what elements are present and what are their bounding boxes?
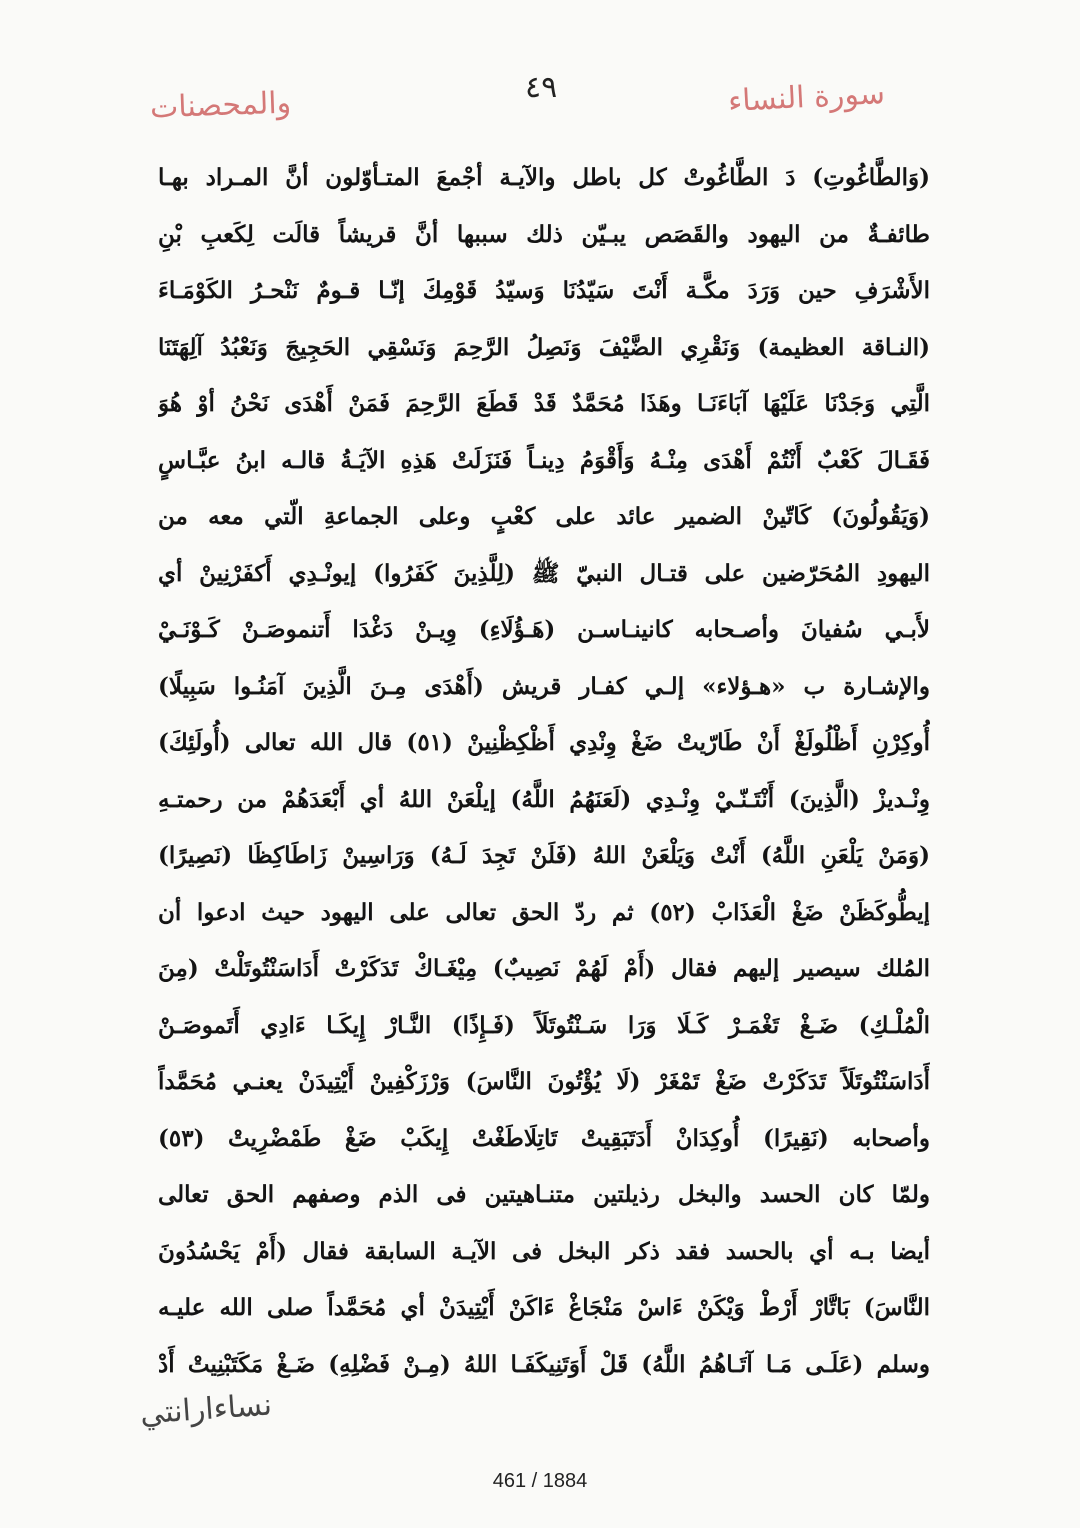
text-line: طائفـةٌ من اليهود والقَصَص يبـيّن ذلك سببها أنَّ قريشاً قالَت لِكَعبِ بْنِ xyxy=(158,220,930,248)
text-line: إيطُّوكَظَنْ ضَغْ الْعَذَابْ (٥٢) ثم ردّ الحق تعالى على اليهود حيث ادعوا أن xyxy=(158,898,930,926)
text-line: (وَيَقُولُونَ) كَاتّينْ الضمير عائد على كعْبٍ وعلى الجماعةِ الّتي معه من xyxy=(158,503,930,530)
page-header xyxy=(0,60,1080,140)
pagination-indicator: 461 / 1884 xyxy=(492,1470,588,1492)
text-line: أيضا بـه أي بالحسد فقد ذكر البخل فى الآيـة السابقة فقال (أَمْ يَحْسُدُونَ xyxy=(158,1237,930,1265)
margin-note: والمحصنات xyxy=(149,85,292,126)
text-line: النَّاسَ) بَاتَّارْ أَرْطْ وَيْكَنْ ءَاسْ مَنْجَاغْ ءَاكَنْ أَيْتِيدَنْ أي مُحَمَّداً صلى الله عليـه xyxy=(158,1294,930,1321)
handwritten-signature: نساءارانتي xyxy=(138,1387,273,1432)
text-line: أَدَاسَنْتُوتَلَاً تَدَكَرْتْ ضَغْ تَمْغَرْ (لَا يُؤْتُونَ النَّاسَ) وَرْزَكْفِينْ أَيْتِيدَنْ يعنـي مُحَمَّداً xyxy=(158,1068,930,1095)
text-line: وِنْـديزْ (الَّذِينَ) أَنْتَـنّـيْ وِنْـدِي (لَعَنَهُمُ اللَّهُ) إيلْعَنْ اللهُ أي أَبْعَدَهُمْ من رحمتـهِ xyxy=(158,785,930,813)
text-line: (النـاقة العظيمة) وَنَقْرِي الضَّيْفَ وَنَصِلُ الرَّحِمَ وَنَسْقِي الحَجِيجَ وَنَعْبُدُ آلِهَتَنَا xyxy=(158,333,930,361)
text-line: وسلم (عَلَـى مَـا آتَـاهُمُ اللَّهُ) قَلْ أَوَتَنِيكَفَـا اللهُ (مِـنْ فَضْلِهِ) ضَـغْ مَكَتَبْنِيتْ أَدْ xyxy=(158,1350,930,1378)
body-text xyxy=(158,150,930,1393)
text-line: والإشـارة ب «هـؤلاء» إلـي كفـار قريش (أَهْدَى مِـنَ الَّذِينَ آمَنُـوا سَبِيلًا) xyxy=(158,672,930,700)
text-line: فَقَـالَ كَعْبٌ أَنْتُمْ أَهْدَى مِنْـهُ وَأَقْوَمُ دِينـاً فَنَزَلَتْ هَذِهِ الآيَـةُ قالـه ابنُ عبَّـاسٍ xyxy=(158,446,930,474)
text-line: المُلك سيصير إليهم فقال (أَمْ لَهُمْ نَصِيبٌ) مِيْغَـاكْ تَدَكَرْتْ أَدَاسَنْتُوتَلْتْ (مِنَ xyxy=(158,955,930,982)
surah-label: سورة النساء xyxy=(727,75,886,120)
text-line: الأَشْرَفِ حين وَرَدَ مكَّـة أَنْتَ سَيّدُنَا وَسيّدُ قَوْمِكَ إنّـا قـومٌ نَنْحـرُ الكَوْمَـاءَ xyxy=(158,277,930,304)
text-line: أُوكِرْنِ أَظْلُولَغْ أَنْ طَارّيتْ ضَغْ وِنْدِي أَظْكِظْنِينْ (٥١) قال الله تعالى (أُولَئِكَ) xyxy=(158,729,930,756)
text-line: الَّتِي وَجَدْنَا عَلَيْهَا آبَاءَنَـا وهَذَا مُحَمَّدٌ قَدْ قَطَعَ الرَّحِمَ فَمَنْ أَهْدَى نَحْنُ أوْ هُوَ xyxy=(158,390,930,417)
text-line: اليهودِ المُحَرّضين على قتـال النبيّ ﷺ (لِلَّذِينَ كَفَرُوا) إيونْـدِي أَكفَرْنِينْ أي xyxy=(158,559,930,587)
page-number: ٤٩ xyxy=(525,70,558,105)
text-line: ولمّا كان الحسد والبخل رذيلتين متنـاهيتين فى الذم وصفهم الحق تعالى xyxy=(158,1181,930,1208)
text-line: الْمُلْـكِ) ضَـغْ تَغْمَـرْ كَـلَا وَرَا سَـنْتُوتَلَاً (فَـإِذًا) النَّـارْ إِيكَـا ءَادِي أَتَموصَـنْ xyxy=(158,1011,930,1039)
text-line: لأَبـي سُفيانَ وأصـحابه كانينـاسـن (هَـؤُلَاءِ) وِيـنْ دَغْدَا أَتنموصَـنْ كَـوْنَـيْ xyxy=(158,616,930,643)
text-line: وأصحابه (نَقِيرًا) أُوكِدَانْ أَدَتَبَقِيتْ تَاتِلَاطَغْتْ إِيكَبْ ضَغْ طَمْضْرِيتْ (٥٣) xyxy=(158,1124,930,1152)
text-line: (وَمَنْ يَلْعَنِ اللَّهُ) أَنْتْ وَيَلْعَنْ اللهُ (فَلَنْ تَجِدَ لَـهُ) وَرَاسِينْ زَاطَاكِظَا (نَصِيرًا) xyxy=(158,842,930,869)
text-line: (وَالطَّاغُوتِ) دَ الطَّاغُوتْ كل باطل والآيـة أجْمعَ المتـأوّلون أنَّ المـراد بهـا xyxy=(158,164,930,191)
